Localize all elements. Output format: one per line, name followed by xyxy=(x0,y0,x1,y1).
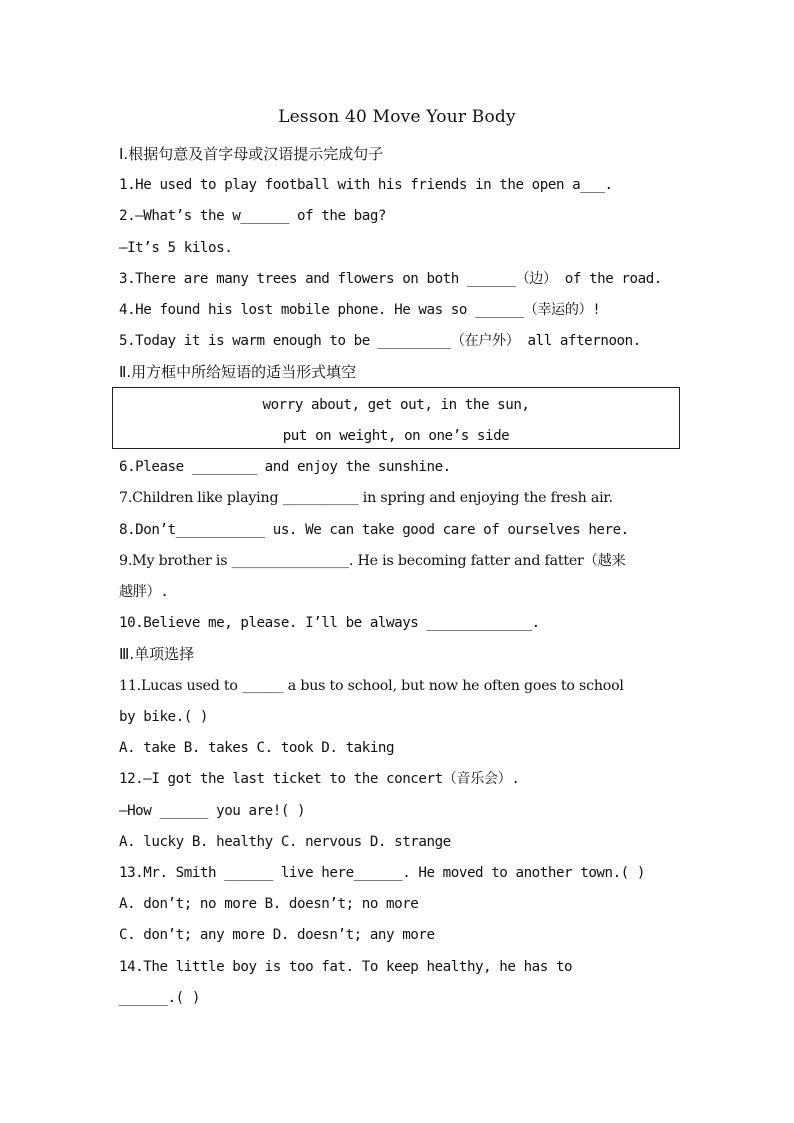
question-13: 13.Mr. Smith ______ live here______. He moved to another town.( ) xyxy=(119,865,645,881)
question-2: 2.—What’s the w______ of the bag? xyxy=(119,208,387,224)
question-2-answer-line: —It’s 5 kilos. xyxy=(119,240,233,256)
question-12: 12.—I got the last ticket to the concert（音乐会）. xyxy=(119,771,520,787)
question-11: 11.Lucas used to ______ a bus to school, but now he often goes to school xyxy=(119,678,624,694)
question-5: 5.Today it is warm enough to be _________（在户外） all afternoon. xyxy=(119,333,641,349)
page-title: Lesson 40 Move Your Body xyxy=(278,107,516,127)
question-12-options: A. lucky B. healthy C. nervous D. strange xyxy=(119,834,451,850)
section-1-heading: Ⅰ.根据句意及首字母或汉语提示完成句子 xyxy=(119,145,384,163)
question-10: 10.Believe me, please. I’ll be always _____________. xyxy=(119,615,540,631)
phrase-box-line-2: put on weight, on one’s side xyxy=(282,428,510,444)
question-4: 4.He found his lost mobile phone. He was so ______（幸运的）! xyxy=(119,302,601,318)
section-2-heading: Ⅱ.用方框中所给短语的适当形式填空 xyxy=(119,363,357,381)
question-1: 1.He used to play football with his friends in the open a___. xyxy=(119,177,613,193)
question-8: 8.Don’t___________ us. We can take good care of ourselves here. xyxy=(119,522,629,538)
question-13-options-cd: C. don’t; any more D. doesn’t; any more xyxy=(119,927,435,943)
question-9-continued: 越胖）. xyxy=(119,584,169,600)
question-6: 6.Please ________ and enjoy the sunshine. xyxy=(119,459,451,475)
question-9: 9.My brother is _________________. He is becoming fatter and fatter（越来 xyxy=(119,553,626,569)
question-14: 14.The little boy is too fat. To keep healthy, he has to xyxy=(119,959,573,975)
phrase-box xyxy=(112,387,680,449)
section-3-heading: Ⅲ.单项选择 xyxy=(119,645,195,663)
phrase-box-line-1: worry about, get out, in the sun, xyxy=(262,397,530,413)
question-7: 7.Children like playing ___________ in spring and enjoying the fresh air. xyxy=(119,490,613,506)
question-14-continued: ______.( ) xyxy=(119,990,200,1006)
question-13-options-ab: A. don’t; no more B. doesn’t; no more xyxy=(119,896,419,912)
question-11-options: A. take B. takes C. took D. taking xyxy=(119,740,395,756)
question-12-answer-line: —How ______ you are!( ) xyxy=(119,803,306,819)
question-3: 3.There are many trees and flowers on both ______（边） of the road. xyxy=(119,271,662,287)
question-11-continued: by bike.( ) xyxy=(119,709,209,725)
